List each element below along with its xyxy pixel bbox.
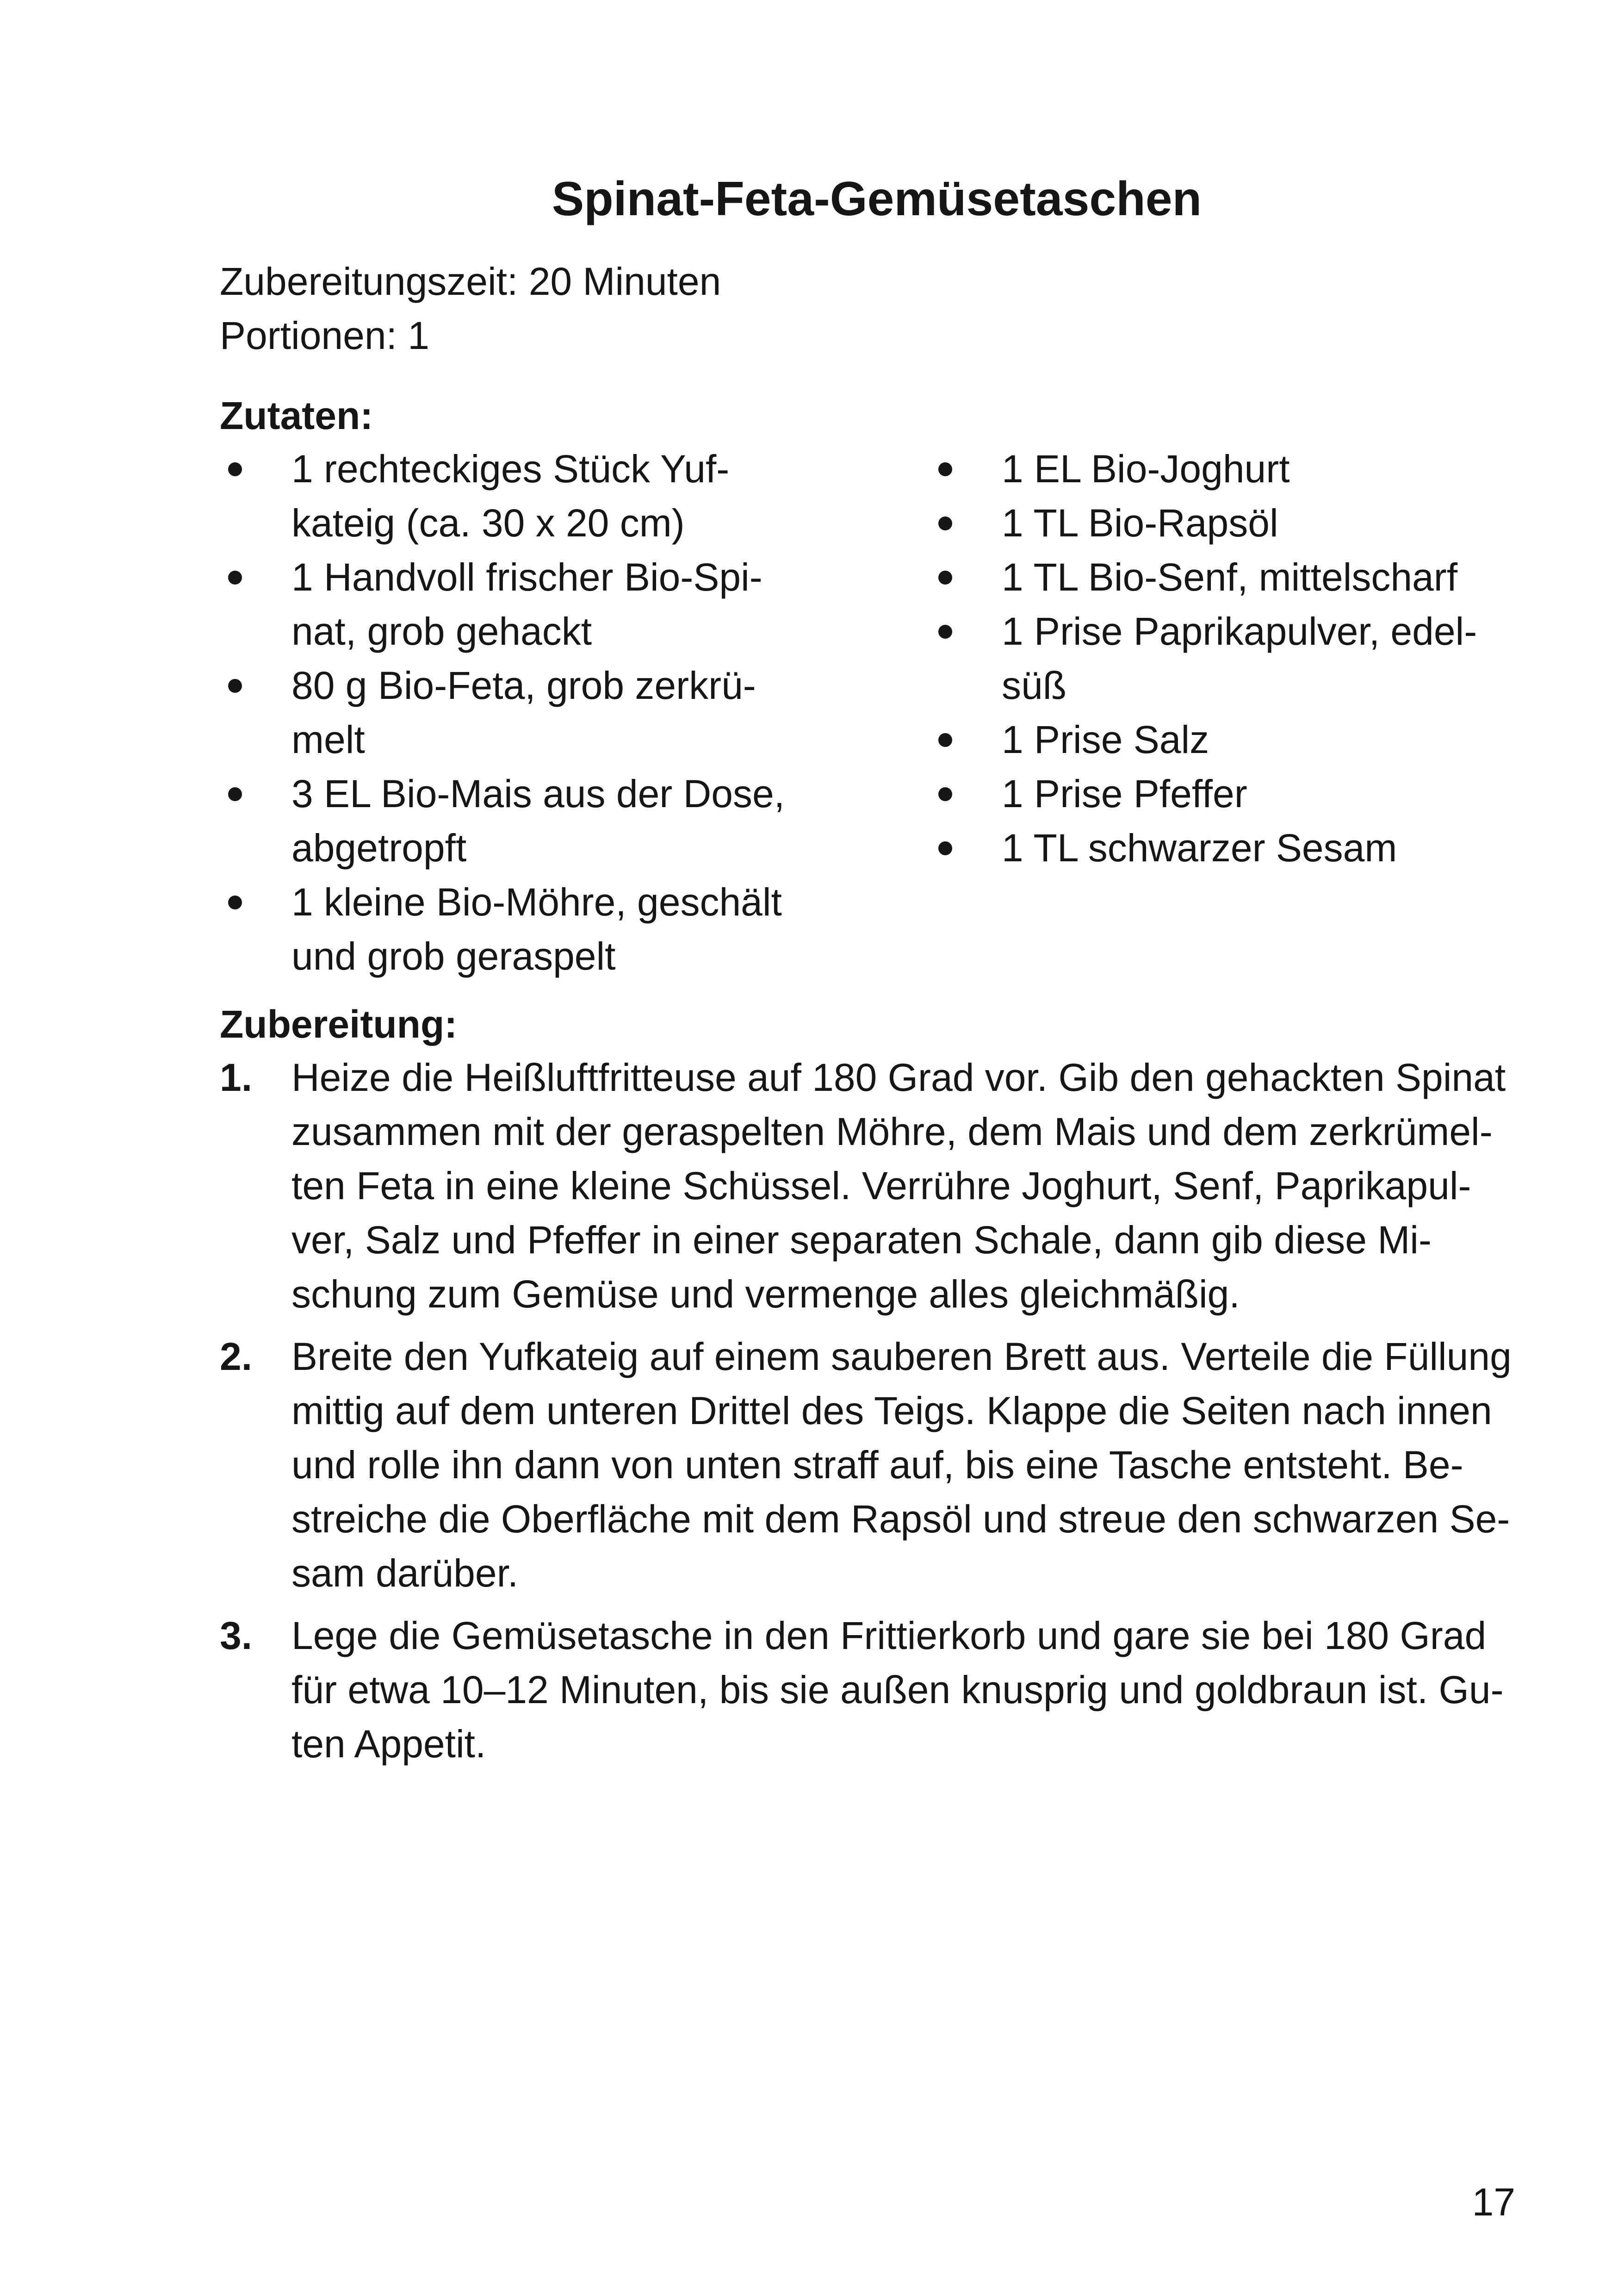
ingredient-text: melt bbox=[291, 718, 365, 761]
ingredient-text: 1 TL Bio-Rapsöl bbox=[1002, 501, 1278, 545]
ingredient-text: nat, grob gehackt bbox=[291, 610, 592, 653]
bullet-icon bbox=[938, 625, 952, 639]
ingredient-text: 1 Prise Pfeffer bbox=[1002, 772, 1247, 815]
ingredient-text: 3 EL Bio-Mais aus der Dose, bbox=[291, 772, 785, 815]
step-item bbox=[220, 1330, 1515, 1600]
prep-time: Zubereitungszeit: 20 Minuten bbox=[220, 260, 721, 303]
ingredient-text: 80 g Bio-Feta, grob zerkrü- bbox=[291, 664, 756, 707]
ingredient-text: 1 rechteckiges Stück Yuf- bbox=[291, 447, 730, 491]
bullet-icon bbox=[938, 462, 952, 476]
ingredient-text: 1 Handvoll frischer Bio-Spi- bbox=[291, 555, 763, 599]
step-item bbox=[220, 1051, 1515, 1321]
step-text: ver, Salz und Pfeffer in einer separaten Schale, dann gib diese Mi- bbox=[291, 1218, 1432, 1262]
step-text: ten Feta in eine kleine Schüssel. Verrühre Joghurt, Senf, Paprikapul- bbox=[291, 1164, 1471, 1207]
ingredient-item bbox=[220, 875, 785, 983]
step-text: ten Appetit. bbox=[291, 1722, 486, 1766]
step-text: für etwa 10–12 Minuten, bis sie außen knusprig und goldbraun ist. Gu- bbox=[291, 1668, 1504, 1711]
ingredients-list-right bbox=[930, 442, 1477, 875]
ingredient-text: 1 EL Bio-Joghurt bbox=[1002, 447, 1290, 491]
ingredients-list-left bbox=[220, 442, 785, 983]
ingredient-text: 1 Prise Salz bbox=[1002, 718, 1209, 761]
step-text: und rolle ihn dann von unten straff auf, bis eine Tasche entsteht. Be- bbox=[291, 1443, 1463, 1487]
ingredient-text: 1 kleine Bio-Möhre, geschält bbox=[291, 880, 782, 924]
ingredient-item bbox=[930, 550, 1477, 604]
ingredient-item bbox=[220, 550, 785, 659]
step-number: 2. bbox=[220, 1335, 253, 1378]
step-text: Lege die Gemüsetasche in den Frittierkorb und gare sie bei 180 Grad bbox=[291, 1614, 1487, 1657]
servings: Portionen: 1 bbox=[220, 314, 429, 357]
step-text: schung zum Gemüse und vermenge alles gleichmäßig. bbox=[291, 1272, 1240, 1316]
preparation-steps bbox=[220, 1051, 1515, 1780]
bullet-icon bbox=[228, 571, 242, 585]
step-text: streiche die Oberfläche mit dem Rapsöl und streue den schwarzen Se- bbox=[291, 1497, 1510, 1541]
recipe-title: Spinat-Feta-Gemüsetaschen bbox=[552, 172, 1202, 226]
ingredient-item bbox=[220, 767, 785, 875]
bullet-icon bbox=[938, 733, 952, 747]
step-number: 3. bbox=[220, 1614, 253, 1657]
step-number: 1. bbox=[220, 1056, 253, 1099]
ingredient-text: 1 Prise Paprikapulver, edel- bbox=[1002, 610, 1477, 653]
ingredient-item bbox=[220, 659, 785, 767]
ingredient-text: 1 TL Bio-Senf, mittelscharf bbox=[1002, 555, 1458, 599]
recipe-meta bbox=[220, 255, 721, 363]
bullet-icon bbox=[938, 571, 952, 585]
bullet-icon bbox=[938, 787, 952, 801]
ingredient-item bbox=[930, 604, 1477, 713]
step-text: mittig auf dem unteren Drittel des Teigs. Klappe die Seiten nach innen bbox=[291, 1389, 1492, 1432]
bullet-icon bbox=[228, 679, 242, 693]
ingredient-text: abgetropft bbox=[291, 826, 467, 870]
ingredient-text: 1 TL schwarzer Sesam bbox=[1002, 826, 1397, 870]
step-text: Breite den Yufkateig auf einem sauberen Brett aus. Verteile die Füllung bbox=[291, 1335, 1512, 1378]
preparation-heading: Zubereitung: bbox=[220, 1002, 458, 1046]
ingredient-item bbox=[930, 767, 1477, 821]
ingredients-heading: Zutaten: bbox=[220, 394, 373, 437]
ingredient-item bbox=[930, 821, 1477, 875]
ingredient-item bbox=[930, 442, 1477, 496]
step-text: zusammen mit der geraspelten Möhre, dem Mais und dem zerkrümel- bbox=[291, 1110, 1493, 1153]
ingredient-text: und grob geraspelt bbox=[291, 934, 616, 978]
bullet-icon bbox=[228, 462, 242, 476]
bullet-icon bbox=[938, 516, 952, 530]
ingredient-item bbox=[930, 496, 1477, 550]
bullet-icon bbox=[228, 787, 242, 801]
ingredient-item bbox=[220, 442, 785, 550]
step-text: sam darüber. bbox=[291, 1551, 519, 1595]
step-item bbox=[220, 1609, 1515, 1771]
page-number: 17 bbox=[1472, 2180, 1515, 2224]
ingredient-item bbox=[930, 713, 1477, 767]
ingredient-text: kateig (ca. 30 x 20 cm) bbox=[291, 501, 685, 545]
ingredient-text: süß bbox=[1002, 664, 1067, 707]
bullet-icon bbox=[938, 841, 952, 855]
bullet-icon bbox=[228, 896, 242, 909]
step-text: Heize die Heißluftfritteuse auf 180 Grad vor. Gib den gehackten Spinat bbox=[291, 1056, 1506, 1099]
